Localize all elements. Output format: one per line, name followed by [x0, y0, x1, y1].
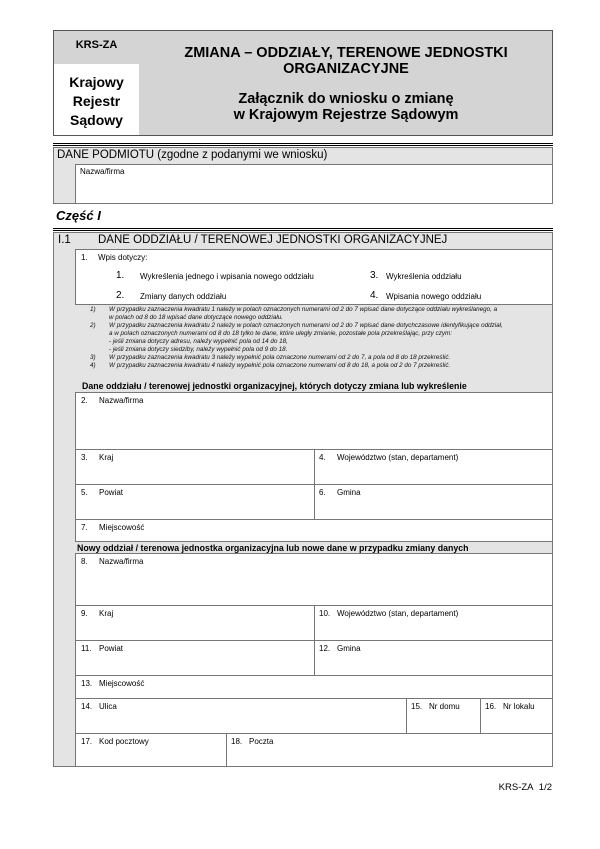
field-label: Gmina	[337, 488, 361, 497]
note-text: W przypadku zaznaczenia kwadratu 3 należy wypełnić pola oznaczone numerami od 2 do 7, a pola od 8 do 18 przekreślić.	[109, 354, 451, 361]
field-number: 13.	[81, 679, 93, 688]
new-house-number-field[interactable]	[406, 698, 481, 734]
new-county-field[interactable]	[75, 640, 315, 676]
field-label: Województwo (stan, departament)	[337, 609, 459, 618]
header-left-panel	[54, 31, 139, 135]
entry-option-2[interactable]	[116, 290, 346, 304]
field-label: Kraj	[99, 453, 114, 462]
field-number: 15.	[411, 702, 423, 711]
register-name-line: Rejestr	[72, 93, 121, 109]
field-label: Ulica	[99, 702, 117, 711]
form-title-line: ORGANIZACYJNE	[283, 61, 409, 77]
note-text: w polach od 8 do 18 wpisać dane dotyczące nowego oddziału.	[109, 314, 283, 321]
page-footer	[499, 782, 552, 793]
field-label: Kraj	[99, 609, 114, 618]
field-label: Województwo (stan, departament)	[337, 453, 459, 462]
field-number: 11.	[81, 644, 92, 653]
old-commune-field[interactable]	[314, 484, 553, 520]
note-text: W przypadku zaznaczenia kwadratu 1 należy w polach oznaczonych numerami od 2 do 7 wpisać dane dotyczące oddziału wykreślanego, a	[109, 306, 498, 313]
register-name-line: Sądowy	[70, 112, 123, 128]
new-commune-field[interactable]	[314, 640, 553, 676]
entry-option-1[interactable]	[116, 270, 346, 284]
field-number: 6.	[319, 488, 326, 497]
field-label: Nr lokalu	[503, 702, 535, 711]
instructions-notes	[90, 306, 550, 378]
option-number: 3.	[370, 270, 379, 281]
footer-form-code: KRS-ZA	[498, 782, 534, 793]
note-text: W przypadku zaznaczenia kwadratu 4 należy wypełnić pola oznaczone numerami od 8 do 18, a pola od 2 do 7 przekreślić.	[109, 362, 451, 369]
option-label: Wpisania nowego oddziału	[386, 292, 482, 301]
old-locality-field[interactable]	[75, 519, 553, 542]
note-text: - jeśli zmiana dotyczy adresu, należy wypełnić pola od 14 do 18,	[109, 338, 288, 345]
note-text: W przypadku zaznaczenia kwadratu 2 należy w polach oznaczonych numerami od 2 do 7 wpisać dane dotychczasowe identyfikujące oddział,	[109, 322, 503, 329]
field-label: Gmina	[337, 644, 361, 653]
field-number: 18.	[231, 737, 243, 746]
field-label: Nr domu	[429, 702, 460, 711]
new-post-office-field[interactable]	[226, 733, 553, 767]
field-label: Nazwa/firma	[99, 557, 144, 566]
field-label: Kod pocztowy	[99, 737, 149, 746]
field-number: 5.	[81, 488, 88, 497]
note-text: - jeśli zmiana dotyczy siedziby, należy wypełnić pola od 9 do 18.	[109, 346, 288, 353]
entity-data-heading: DANE PODMIOTU (zgodne z podanymi we wniosku)	[57, 149, 328, 161]
field-number: 3.	[81, 453, 88, 462]
new-apartment-number-field[interactable]	[480, 698, 553, 734]
form-subtitle-line: w Krajowym Rejestrze Sądowym	[233, 107, 459, 123]
note-number: 3)	[90, 354, 96, 361]
form-title-line: ZMIANA – ODDZIAŁY, TERENOWE JEDNOSTKI	[184, 45, 508, 61]
new-voivodeship-field[interactable]	[314, 605, 553, 641]
entity-name-label: Nazwa/firma	[80, 167, 125, 176]
note-number: 1)	[90, 306, 96, 313]
field-label: Poczta	[249, 737, 274, 746]
entity-data-section	[53, 147, 553, 204]
field-number: 4.	[319, 453, 326, 462]
field-number: 17.	[81, 737, 93, 746]
entity-name-field[interactable]	[75, 164, 553, 204]
field-number: 14.	[81, 702, 93, 711]
field-label: Miejscowość	[99, 679, 145, 688]
field-number: 7.	[81, 523, 88, 532]
old-country-field[interactable]	[75, 449, 315, 485]
new-street-field[interactable]	[75, 698, 407, 734]
form-subtitle-line: Załącznik do wniosku o zmianę	[238, 91, 454, 107]
entry-type-label: Wpis dotyczy:	[98, 253, 148, 262]
form-header	[53, 30, 553, 136]
section-heading: DANE ODDZIAŁU / TERENOWEJ JEDNOSTKI ORGANIZACYJNEJ	[98, 234, 448, 246]
field-label: Powiat	[99, 488, 124, 497]
entry-type-field	[75, 249, 553, 305]
branch-data-section	[53, 232, 553, 767]
new-name-field[interactable]	[75, 553, 553, 606]
old-county-field[interactable]	[75, 484, 315, 520]
field-number: 9.	[81, 609, 88, 618]
option-label: Wykreślenia oddziału	[386, 272, 462, 281]
register-name-line: Krajowy	[69, 74, 124, 90]
form-subtitle	[140, 91, 552, 123]
option-number: 1.	[116, 270, 125, 281]
note-number: 2)	[90, 322, 96, 329]
option-number: 2.	[116, 290, 125, 301]
page-number: 1/2	[538, 782, 552, 793]
old-voivodeship-field[interactable]	[314, 449, 553, 485]
register-name	[54, 64, 139, 135]
option-label: Wykreślenia jednego i wpisania nowego oddziału	[140, 272, 314, 281]
old-name-field[interactable]	[75, 392, 553, 450]
option-label: Zmiany danych oddziału	[140, 292, 227, 301]
section-number: I.1	[58, 234, 71, 246]
form-title	[140, 45, 552, 77]
new-postal-code-field[interactable]	[75, 733, 227, 767]
field-number: 16.	[485, 702, 497, 711]
field-label: Nazwa/firma	[99, 396, 144, 405]
option-number: 4.	[370, 290, 379, 301]
field-number: 2.	[81, 396, 88, 405]
entry-option-3[interactable]	[370, 270, 550, 284]
new-country-field[interactable]	[75, 605, 315, 641]
entry-type-number: 1.	[81, 253, 88, 262]
note-text: a w polach oznaczonych numerami od 8 do 18 tylko te dane, które uległy zmianie, pozostałe pola przekreślając, przy czym:	[109, 330, 453, 337]
part-title: Część I	[56, 208, 101, 223]
form-code: KRS-ZA	[54, 31, 139, 65]
field-label: Miejscowość	[99, 523, 145, 532]
entry-option-4[interactable]	[370, 290, 550, 304]
field-number: 12.	[319, 644, 331, 653]
note-number: 4)	[90, 362, 96, 369]
field-number: 10.	[319, 609, 331, 618]
new-data-heading: Nowy oddział / terenowa jednostka organizacyjna lub nowe dane w przypadku zmiany danych	[77, 543, 469, 553]
old-data-heading: Dane oddziału / terenowej jednostki organizacyjnej, których dotyczy zmiana lub wykreślenie	[82, 381, 467, 391]
field-number: 8.	[81, 557, 88, 566]
new-locality-field[interactable]	[75, 675, 553, 699]
field-label: Powiat	[99, 644, 124, 653]
